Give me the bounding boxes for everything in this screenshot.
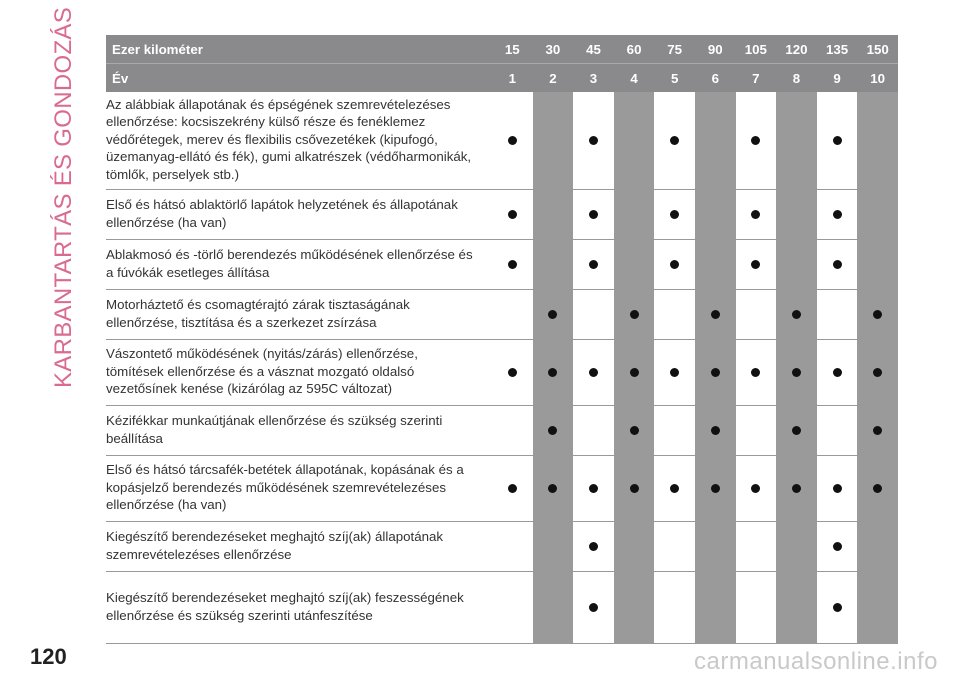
- interval-cell: [817, 340, 858, 406]
- operation-description: Kiegészítő berendezéseket meghajtó szíj(ak) feszességének ellenőrzése és szükség szerinti utánfeszítése: [106, 572, 492, 644]
- interval-cell: [533, 456, 574, 522]
- header-year-label: Év: [106, 64, 492, 93]
- interval-cell: [573, 290, 614, 340]
- maintenance-schedule-table: [106, 35, 898, 644]
- interval-cell: [573, 340, 614, 406]
- interval-cell: [654, 240, 695, 290]
- required-dot-icon: [508, 136, 517, 145]
- interval-cell: [492, 290, 533, 340]
- interval-cell: [817, 572, 858, 644]
- required-dot-icon: [670, 368, 679, 377]
- interval-cell: [492, 522, 533, 572]
- interval-cell: [857, 456, 898, 522]
- interval-cell: [492, 240, 533, 290]
- header-year-value: 1: [492, 64, 533, 93]
- table-body: [106, 92, 898, 644]
- required-dot-icon: [548, 310, 557, 319]
- interval-cell: [614, 190, 655, 240]
- interval-cell: [817, 406, 858, 456]
- table-row: [106, 340, 898, 406]
- interval-cell: [654, 456, 695, 522]
- interval-cell: [736, 240, 777, 290]
- operation-description: Vászontető működésének (nyitás/zárás) ellenőrzése, tömítések ellenőrzése és a vásznat mozgató oldalsó vezetősínek kenése (kizárólag az 595C változat): [106, 340, 492, 406]
- required-dot-icon: [589, 603, 598, 612]
- interval-cell: [695, 92, 736, 190]
- interval-cell: [492, 190, 533, 240]
- required-dot-icon: [792, 484, 801, 493]
- header-km-value: 75: [654, 35, 695, 64]
- required-dot-icon: [751, 136, 760, 145]
- operation-description: Első és hátsó ablaktörlő lapátok helyzetének és állapotának ellenőrzése (ha van): [106, 190, 492, 240]
- table-row: [106, 92, 898, 190]
- required-dot-icon: [833, 210, 842, 219]
- required-dot-icon: [873, 426, 882, 435]
- interval-cell: [614, 522, 655, 572]
- header-km-value: 60: [614, 35, 655, 64]
- interval-cell: [614, 290, 655, 340]
- interval-cell: [573, 190, 614, 240]
- interval-cell: [817, 290, 858, 340]
- section-title: [50, 6, 77, 388]
- required-dot-icon: [792, 368, 801, 377]
- interval-cell: [533, 340, 574, 406]
- required-dot-icon: [751, 210, 760, 219]
- interval-cell: [614, 406, 655, 456]
- interval-cell: [695, 240, 736, 290]
- required-dot-icon: [873, 310, 882, 319]
- required-dot-icon: [833, 542, 842, 551]
- interval-cell: [736, 190, 777, 240]
- interval-cell: [817, 240, 858, 290]
- operation-description: Az alábbiak állapotának és épségének szemrevételezéses ellenőrzése: kocsiszekrény külső része és fenéklemez védőrétegek, merev és flexibilis csővezetékek (kipufogó, üzemanyag-ellátó és fék), gumi alkatrészek (védőharmonikák, tömlők, perselyek stb.): [106, 92, 492, 190]
- interval-cell: [776, 340, 817, 406]
- interval-cell: [614, 240, 655, 290]
- interval-cell: [817, 456, 858, 522]
- interval-cell: [695, 522, 736, 572]
- table-row: [106, 406, 898, 456]
- interval-cell: [695, 190, 736, 240]
- interval-cell: [736, 572, 777, 644]
- required-dot-icon: [833, 603, 842, 612]
- interval-cell: [573, 572, 614, 644]
- header-km-value: 105: [736, 35, 777, 64]
- interval-cell: [776, 290, 817, 340]
- interval-cell: [736, 290, 777, 340]
- required-dot-icon: [630, 484, 639, 493]
- required-dot-icon: [833, 368, 842, 377]
- header-year-value: 9: [817, 64, 858, 93]
- required-dot-icon: [589, 260, 598, 269]
- operation-description: Kézifékkar munkaútjának ellenőrzése és szükség szerinti beállítása: [106, 406, 492, 456]
- required-dot-icon: [630, 426, 639, 435]
- table-row: [106, 572, 898, 644]
- interval-cell: [654, 406, 695, 456]
- required-dot-icon: [751, 368, 760, 377]
- header-year-value: 7: [736, 64, 777, 93]
- interval-cell: [736, 340, 777, 406]
- interval-cell: [776, 240, 817, 290]
- interval-cell: [533, 572, 574, 644]
- required-dot-icon: [711, 426, 720, 435]
- required-dot-icon: [873, 368, 882, 377]
- operation-description: Első és hátsó tárcsafék-betétek állapotának, kopásának és a kopásjelző berendezés működésének szemrevételezéses ellenőrzése (ha van): [106, 456, 492, 522]
- interval-cell: [736, 92, 777, 190]
- interval-cell: [776, 456, 817, 522]
- required-dot-icon: [548, 484, 557, 493]
- interval-cell: [573, 456, 614, 522]
- header-km-label: Ezer kilométer: [106, 35, 492, 64]
- required-dot-icon: [589, 136, 598, 145]
- table-row: [106, 190, 898, 240]
- required-dot-icon: [508, 210, 517, 219]
- required-dot-icon: [711, 368, 720, 377]
- required-dot-icon: [508, 368, 517, 377]
- interval-cell: [533, 92, 574, 190]
- table-row: [106, 456, 898, 522]
- interval-cell: [695, 572, 736, 644]
- interval-cell: [654, 92, 695, 190]
- interval-cell: [736, 522, 777, 572]
- interval-cell: [654, 190, 695, 240]
- required-dot-icon: [630, 310, 639, 319]
- interval-cell: [857, 340, 898, 406]
- interval-cell: [695, 340, 736, 406]
- interval-cell: [817, 92, 858, 190]
- interval-cell: [614, 572, 655, 644]
- interval-cell: [695, 456, 736, 522]
- interval-cell: [573, 92, 614, 190]
- required-dot-icon: [670, 260, 679, 269]
- header-km-value: 135: [817, 35, 858, 64]
- interval-cell: [736, 456, 777, 522]
- required-dot-icon: [630, 368, 639, 377]
- interval-cell: [857, 290, 898, 340]
- header-year-value: 3: [573, 64, 614, 93]
- interval-cell: [533, 190, 574, 240]
- header-km-value: 30: [533, 35, 574, 64]
- operation-description: Motorháztető és csomagtérajtó zárak tisztaságának ellenőrzése, tisztítása és a szerkezet zsírzása: [106, 290, 492, 340]
- header-year-value: 5: [654, 64, 695, 93]
- required-dot-icon: [548, 426, 557, 435]
- interval-cell: [573, 522, 614, 572]
- required-dot-icon: [751, 260, 760, 269]
- interval-cell: [533, 522, 574, 572]
- interval-cell: [857, 406, 898, 456]
- interval-cell: [492, 340, 533, 406]
- header-year-value: 8: [776, 64, 817, 93]
- table-row: [106, 522, 898, 572]
- header-year-value: 2: [533, 64, 574, 93]
- required-dot-icon: [711, 484, 720, 493]
- interval-cell: [533, 290, 574, 340]
- interval-cell: [614, 456, 655, 522]
- header-year-value: 6: [695, 64, 736, 93]
- header-row-km: [106, 35, 898, 64]
- interval-cell: [533, 240, 574, 290]
- interval-cell: [492, 572, 533, 644]
- interval-cell: [776, 406, 817, 456]
- interval-cell: [857, 190, 898, 240]
- required-dot-icon: [589, 368, 598, 377]
- required-dot-icon: [792, 426, 801, 435]
- required-dot-icon: [873, 484, 882, 493]
- watermark: carmanualsonline.info: [694, 648, 938, 675]
- section-title-text: KARBANTARTÁS ÉS GONDOZÁS: [50, 6, 77, 388]
- interval-cell: [776, 190, 817, 240]
- required-dot-icon: [670, 136, 679, 145]
- header-km-value: 45: [573, 35, 614, 64]
- required-dot-icon: [670, 484, 679, 493]
- interval-cell: [776, 522, 817, 572]
- required-dot-icon: [833, 260, 842, 269]
- interval-cell: [817, 190, 858, 240]
- header-row-year: [106, 64, 898, 93]
- header-year-value: 10: [857, 64, 898, 93]
- required-dot-icon: [833, 484, 842, 493]
- operation-description: Ablakmosó és -törlő berendezés működésének ellenőrzése és a fúvókák esetleges állítása: [106, 240, 492, 290]
- interval-cell: [614, 92, 655, 190]
- interval-cell: [817, 522, 858, 572]
- table-row: [106, 290, 898, 340]
- interval-cell: [533, 406, 574, 456]
- required-dot-icon: [711, 310, 720, 319]
- required-dot-icon: [548, 368, 557, 377]
- interval-cell: [695, 290, 736, 340]
- interval-cell: [857, 92, 898, 190]
- operation-description: Kiegészítő berendezéseket meghajtó szíj(ak) állapotának szemrevételezéses ellenőrzése: [106, 522, 492, 572]
- interval-cell: [654, 522, 695, 572]
- interval-cell: [857, 572, 898, 644]
- required-dot-icon: [589, 210, 598, 219]
- header-km-value: 120: [776, 35, 817, 64]
- header-year-value: 4: [614, 64, 655, 93]
- interval-cell: [857, 240, 898, 290]
- required-dot-icon: [508, 484, 517, 493]
- interval-cell: [776, 572, 817, 644]
- interval-cell: [492, 406, 533, 456]
- interval-cell: [614, 340, 655, 406]
- required-dot-icon: [792, 310, 801, 319]
- interval-cell: [736, 406, 777, 456]
- required-dot-icon: [589, 542, 598, 551]
- header-km-value: 15: [492, 35, 533, 64]
- required-dot-icon: [751, 484, 760, 493]
- interval-cell: [695, 406, 736, 456]
- interval-cell: [776, 92, 817, 190]
- interval-cell: [573, 406, 614, 456]
- required-dot-icon: [589, 484, 598, 493]
- interval-cell: [573, 240, 614, 290]
- table-row: [106, 240, 898, 290]
- required-dot-icon: [670, 210, 679, 219]
- interval-cell: [654, 290, 695, 340]
- interval-cell: [492, 456, 533, 522]
- page-number: 120: [30, 644, 67, 669]
- header-km-value: 90: [695, 35, 736, 64]
- interval-cell: [492, 92, 533, 190]
- interval-cell: [857, 522, 898, 572]
- required-dot-icon: [833, 136, 842, 145]
- interval-cell: [654, 572, 695, 644]
- required-dot-icon: [508, 260, 517, 269]
- header-km-value: 150: [857, 35, 898, 64]
- interval-cell: [654, 340, 695, 406]
